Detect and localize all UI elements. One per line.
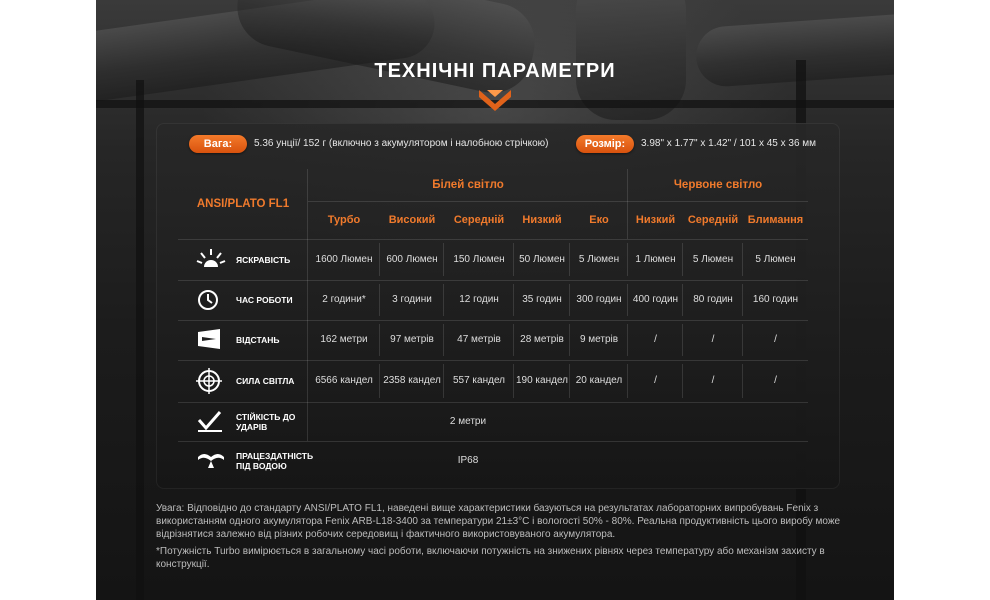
cell-divider	[742, 364, 743, 398]
row-label: ЯСКРАВІСТЬ	[236, 254, 291, 265]
table-cell: 400 годин	[632, 294, 679, 305]
table-cell: 47 метрів	[457, 334, 501, 345]
clock-icon	[196, 288, 220, 317]
red-light-header: Червоне світло	[673, 179, 763, 191]
chevron-down-icon	[479, 90, 511, 112]
table-cell: 150 Люмен	[453, 253, 505, 265]
table-cell-merged: IP68	[457, 455, 479, 466]
warning-note: Увага: Відповідно до стандарту ANSI/PLATO FL1, наведені вище характеристики базуються на результатах лабораторних випробувань Fenix з використанням одного акумулятора Fenix ARB-L18-3400 за температури 21±3°C і вологості 50% - 80%. Реальна продуктивність цього виробу може відрізнятися залежно від різних робочих середовищ і фактичного використовуваного акумулятора.	[156, 503, 841, 540]
cell-divider	[513, 364, 514, 398]
water-icon	[196, 449, 226, 474]
table-cell: 557 кандел	[452, 375, 506, 386]
table-cell-merged: 2 метри	[449, 415, 487, 427]
standard-header: ANSI/PLATO FL1	[196, 198, 290, 210]
row-label: ЧАС РОБОТИ	[236, 295, 293, 305]
table-cell: 160 годин	[752, 294, 799, 305]
table-cell: 9 метрів	[579, 334, 619, 345]
table-cell: 35 годин	[522, 294, 562, 305]
cell-divider	[569, 243, 570, 276]
table-cell: 190 кандел	[515, 375, 569, 386]
row-label: ВІДСТАНЬ	[236, 335, 280, 345]
table-cell: /	[711, 334, 715, 345]
table-cell: 3 години	[392, 294, 432, 305]
table-cell: 1 Люмен	[635, 253, 676, 265]
weight-label: Вага:	[189, 135, 247, 153]
cell-divider	[742, 243, 743, 276]
column-header: Низкий	[635, 214, 676, 226]
row-label: СИЛА СВІТЛА	[236, 376, 295, 386]
table-cell: 28 метрів	[520, 334, 564, 345]
size-label: Розмір:	[576, 135, 634, 153]
background-beam	[136, 80, 144, 600]
cell-divider	[742, 284, 743, 316]
cell-divider	[627, 364, 628, 398]
cell-divider	[682, 243, 683, 276]
background	[96, 0, 894, 600]
cell-divider	[627, 324, 628, 356]
cell-divider	[682, 364, 683, 398]
page-title: ТЕХНІЧНІ ПАРАМЕТРИ	[374, 60, 616, 82]
cell-divider	[513, 284, 514, 316]
cell-divider	[513, 324, 514, 356]
table-cell: 20 кандел	[575, 375, 623, 386]
column-header: Низкий	[522, 214, 562, 226]
table-cell: 12 годин	[459, 294, 499, 305]
white-light-header: Білей світло	[432, 179, 504, 191]
table-cell: 2 години*	[322, 294, 366, 305]
table-cell: 5 Люмен	[755, 253, 796, 265]
cell-divider	[443, 324, 444, 356]
column-header: Турбо	[327, 214, 361, 226]
table-cell: 50 Люмен	[519, 253, 565, 265]
row-label: СТІЙКІСТЬ ДО УДАРІВ	[236, 411, 296, 432]
table-cell: 1600 Люмен	[315, 253, 373, 265]
table-cell: /	[654, 334, 657, 345]
cell-divider	[569, 364, 570, 398]
spec-table-panel	[156, 123, 840, 489]
distance-icon	[196, 328, 222, 355]
row-label: ПРАЦЕЗДАТНІСТЬ ПІД ВОДОЮ	[236, 451, 314, 471]
table-cell: 5 Люмен	[578, 253, 620, 265]
cell-divider	[569, 324, 570, 356]
column-header: Високий	[388, 214, 436, 226]
column-header: Середній	[687, 214, 739, 226]
table-cell: /	[711, 375, 715, 386]
column-header: Еко	[589, 214, 609, 226]
cell-divider	[379, 284, 380, 316]
cell-divider	[443, 284, 444, 316]
cell-divider	[682, 324, 683, 356]
cell-divider	[513, 243, 514, 276]
table-cell: 2358 кандел	[383, 375, 441, 386]
cell-divider	[682, 284, 683, 316]
weight-value: 5.36 унції/ 152 г (включно з акумулятором і налобною стрічкою)	[254, 138, 549, 149]
notes	[156, 502, 846, 575]
size-value: 3.98" x 1.77" x 1.42" / 101 x 45 x 36 мм	[641, 138, 817, 149]
table-cell: /	[654, 375, 657, 386]
table-cell: 300 годин	[576, 294, 622, 305]
cell-divider	[379, 364, 380, 398]
table-cell: 97 метрів	[390, 334, 434, 345]
table-cell: 5 Люмен	[692, 253, 734, 265]
target-icon	[196, 368, 222, 399]
column-header: Блимання	[747, 214, 804, 226]
table-cell: 600 Люмен	[386, 253, 438, 265]
cell-divider	[569, 284, 570, 316]
table-cell: 6566 кандел	[315, 375, 373, 386]
table-cell: 80 годин	[693, 294, 733, 305]
footnote: *Потужність Turbo вимірюється в загальному часі роботи, включаючи потужність на знижених рівнях через температуру або механізм захисту в конструкції.	[156, 546, 825, 570]
table-cell: /	[774, 334, 777, 345]
cell-divider	[443, 364, 444, 398]
cell-divider	[379, 324, 380, 356]
cell-divider	[742, 324, 743, 356]
brightness-icon	[196, 247, 226, 274]
column-header: Середній	[453, 214, 505, 226]
cell-divider	[379, 243, 380, 276]
cell-divider	[443, 243, 444, 276]
cell-divider	[627, 243, 628, 276]
table-cell: /	[774, 375, 777, 386]
table-cell: 162 метри	[320, 334, 368, 345]
cell-divider	[627, 284, 628, 316]
impact-icon	[196, 410, 224, 437]
